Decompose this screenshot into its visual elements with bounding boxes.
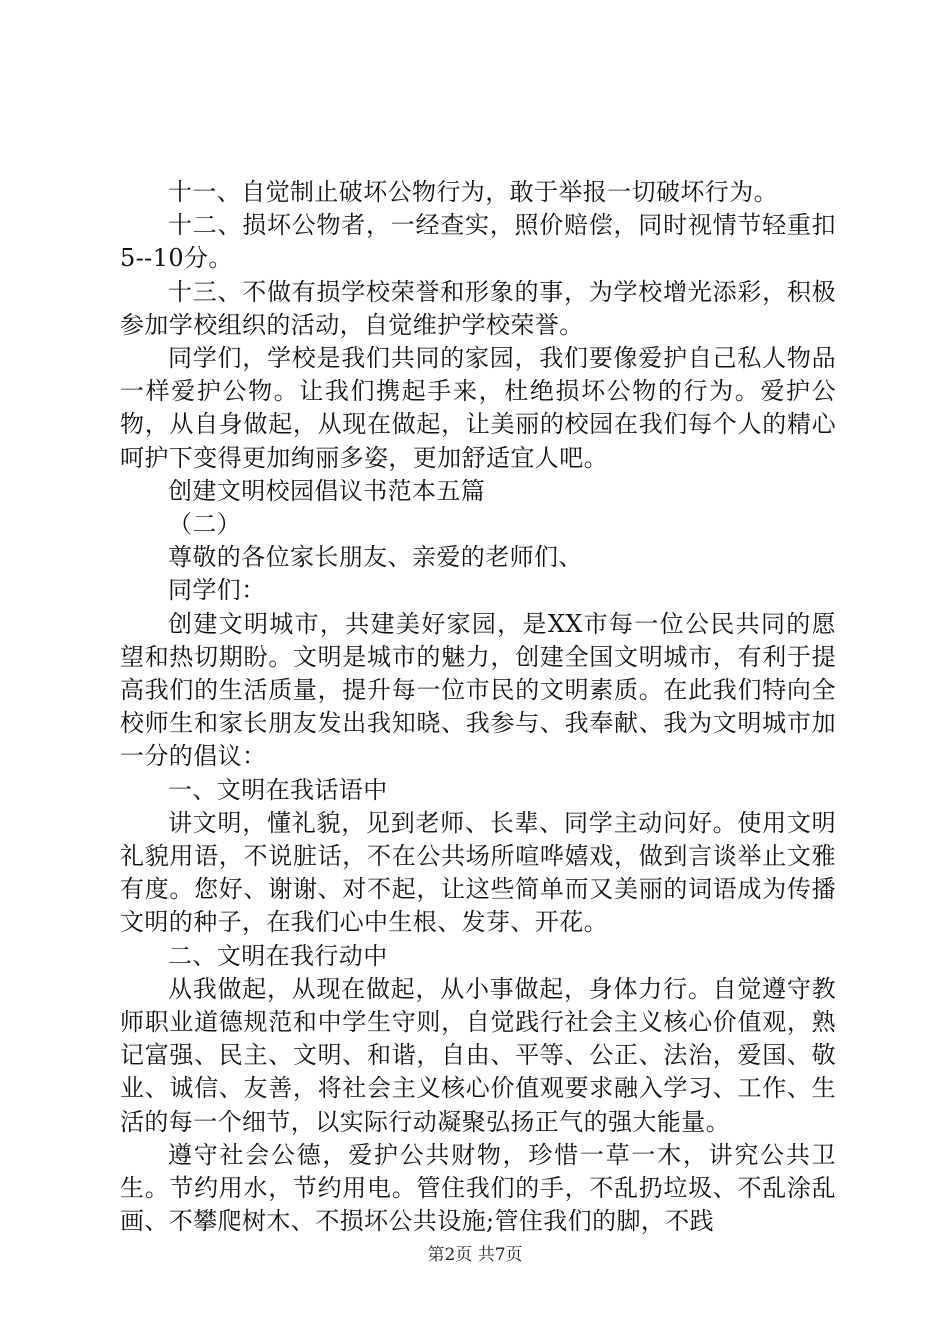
subheading-2: 二、文明在我行动中 bbox=[168, 941, 388, 970]
paragraph-action: 从我做起，从现在做起，从小事做起，身体力行。自觉遵守教师职业道德规范和中学生守则，自觉践行社会主义核心价值观，熟记富强、民主、文明、和谐，自由、平等、公正、法治，爱国、敬业、诚信、友善，将社会主义核心价值观要求融入学习、工作、生活的每一个细节，以实际行动凝聚弘扬正气的强大能量。 bbox=[120, 974, 836, 1136]
paragraph-2: 十二、损坏公物者，一经查实，照价赔偿，同时视情节轻重扣5--10分。 bbox=[120, 211, 836, 273]
paragraph-public-morals: 遵守社会公德，爱护公共财物，珍惜一草一木，讲究公共卫生。节约用水，节约用电。管住我们的手，不乱扔垃圾、不乱涂乱画、不攀爬树木、不损坏公共设施;管住我们的脚，不践 bbox=[120, 1140, 836, 1236]
paragraph-speech: 讲文明，懂礼貌，见到老师、长辈、同学主动问好。使用文明礼貌用语，不说脏话，不在公共场所喧哗嬉戏，做到言谈举止文雅有度。您好、谢谢、对不起，让这些简单而又美丽的词语成为传播文明的种子，在我们心中生根、发芽、开花。 bbox=[120, 808, 836, 937]
paragraph-1: 十一、自觉制止破坏公物行为，敢于举报一切破坏行为。 bbox=[168, 178, 778, 206]
section-title: 创建文明校园倡议书范本五篇 bbox=[168, 476, 486, 505]
section-number: （二） bbox=[168, 510, 242, 539]
subheading-1: 一、文明在我话语中 bbox=[168, 775, 388, 804]
salutation-line-2: 同学们： bbox=[168, 576, 266, 605]
document-body bbox=[120, 176, 836, 1239]
page-footer: 第2页 共7页 bbox=[427, 1245, 523, 1265]
paragraph-4: 同学们，学校是我们共同的家园，我们要像爱护自己私人物品一样爱护公物。让我们携起手来，杜绝损坏公物的行为。爱护公物，从自身做起，从现在做起，让美丽的校园在我们每个人的精心呵护下变得更加绚丽多姿，更加舒适宜人吧。 bbox=[120, 344, 836, 472]
paragraph-intro: 创建文明城市，共建美好家园，是XX市每一位公民共同的愿望和热切期盼。文明是城市的魅力，创建全国文明城市，有利于提高我们的生活质量，提升每一位市民的文明素质。在此我们特向全校师生和家长朋友发出我知晓、我参与、我奉献、我为文明城市加一分的倡议： bbox=[120, 609, 836, 771]
salutation-line-1: 尊敬的各位家长朋友、亲爱的老师们、 bbox=[168, 543, 583, 572]
paragraph-3: 十三、不做有损学校荣誉和形象的事，为学校增光添彩，积极参加学校组织的活动，自觉维护学校荣誉。 bbox=[120, 277, 836, 339]
